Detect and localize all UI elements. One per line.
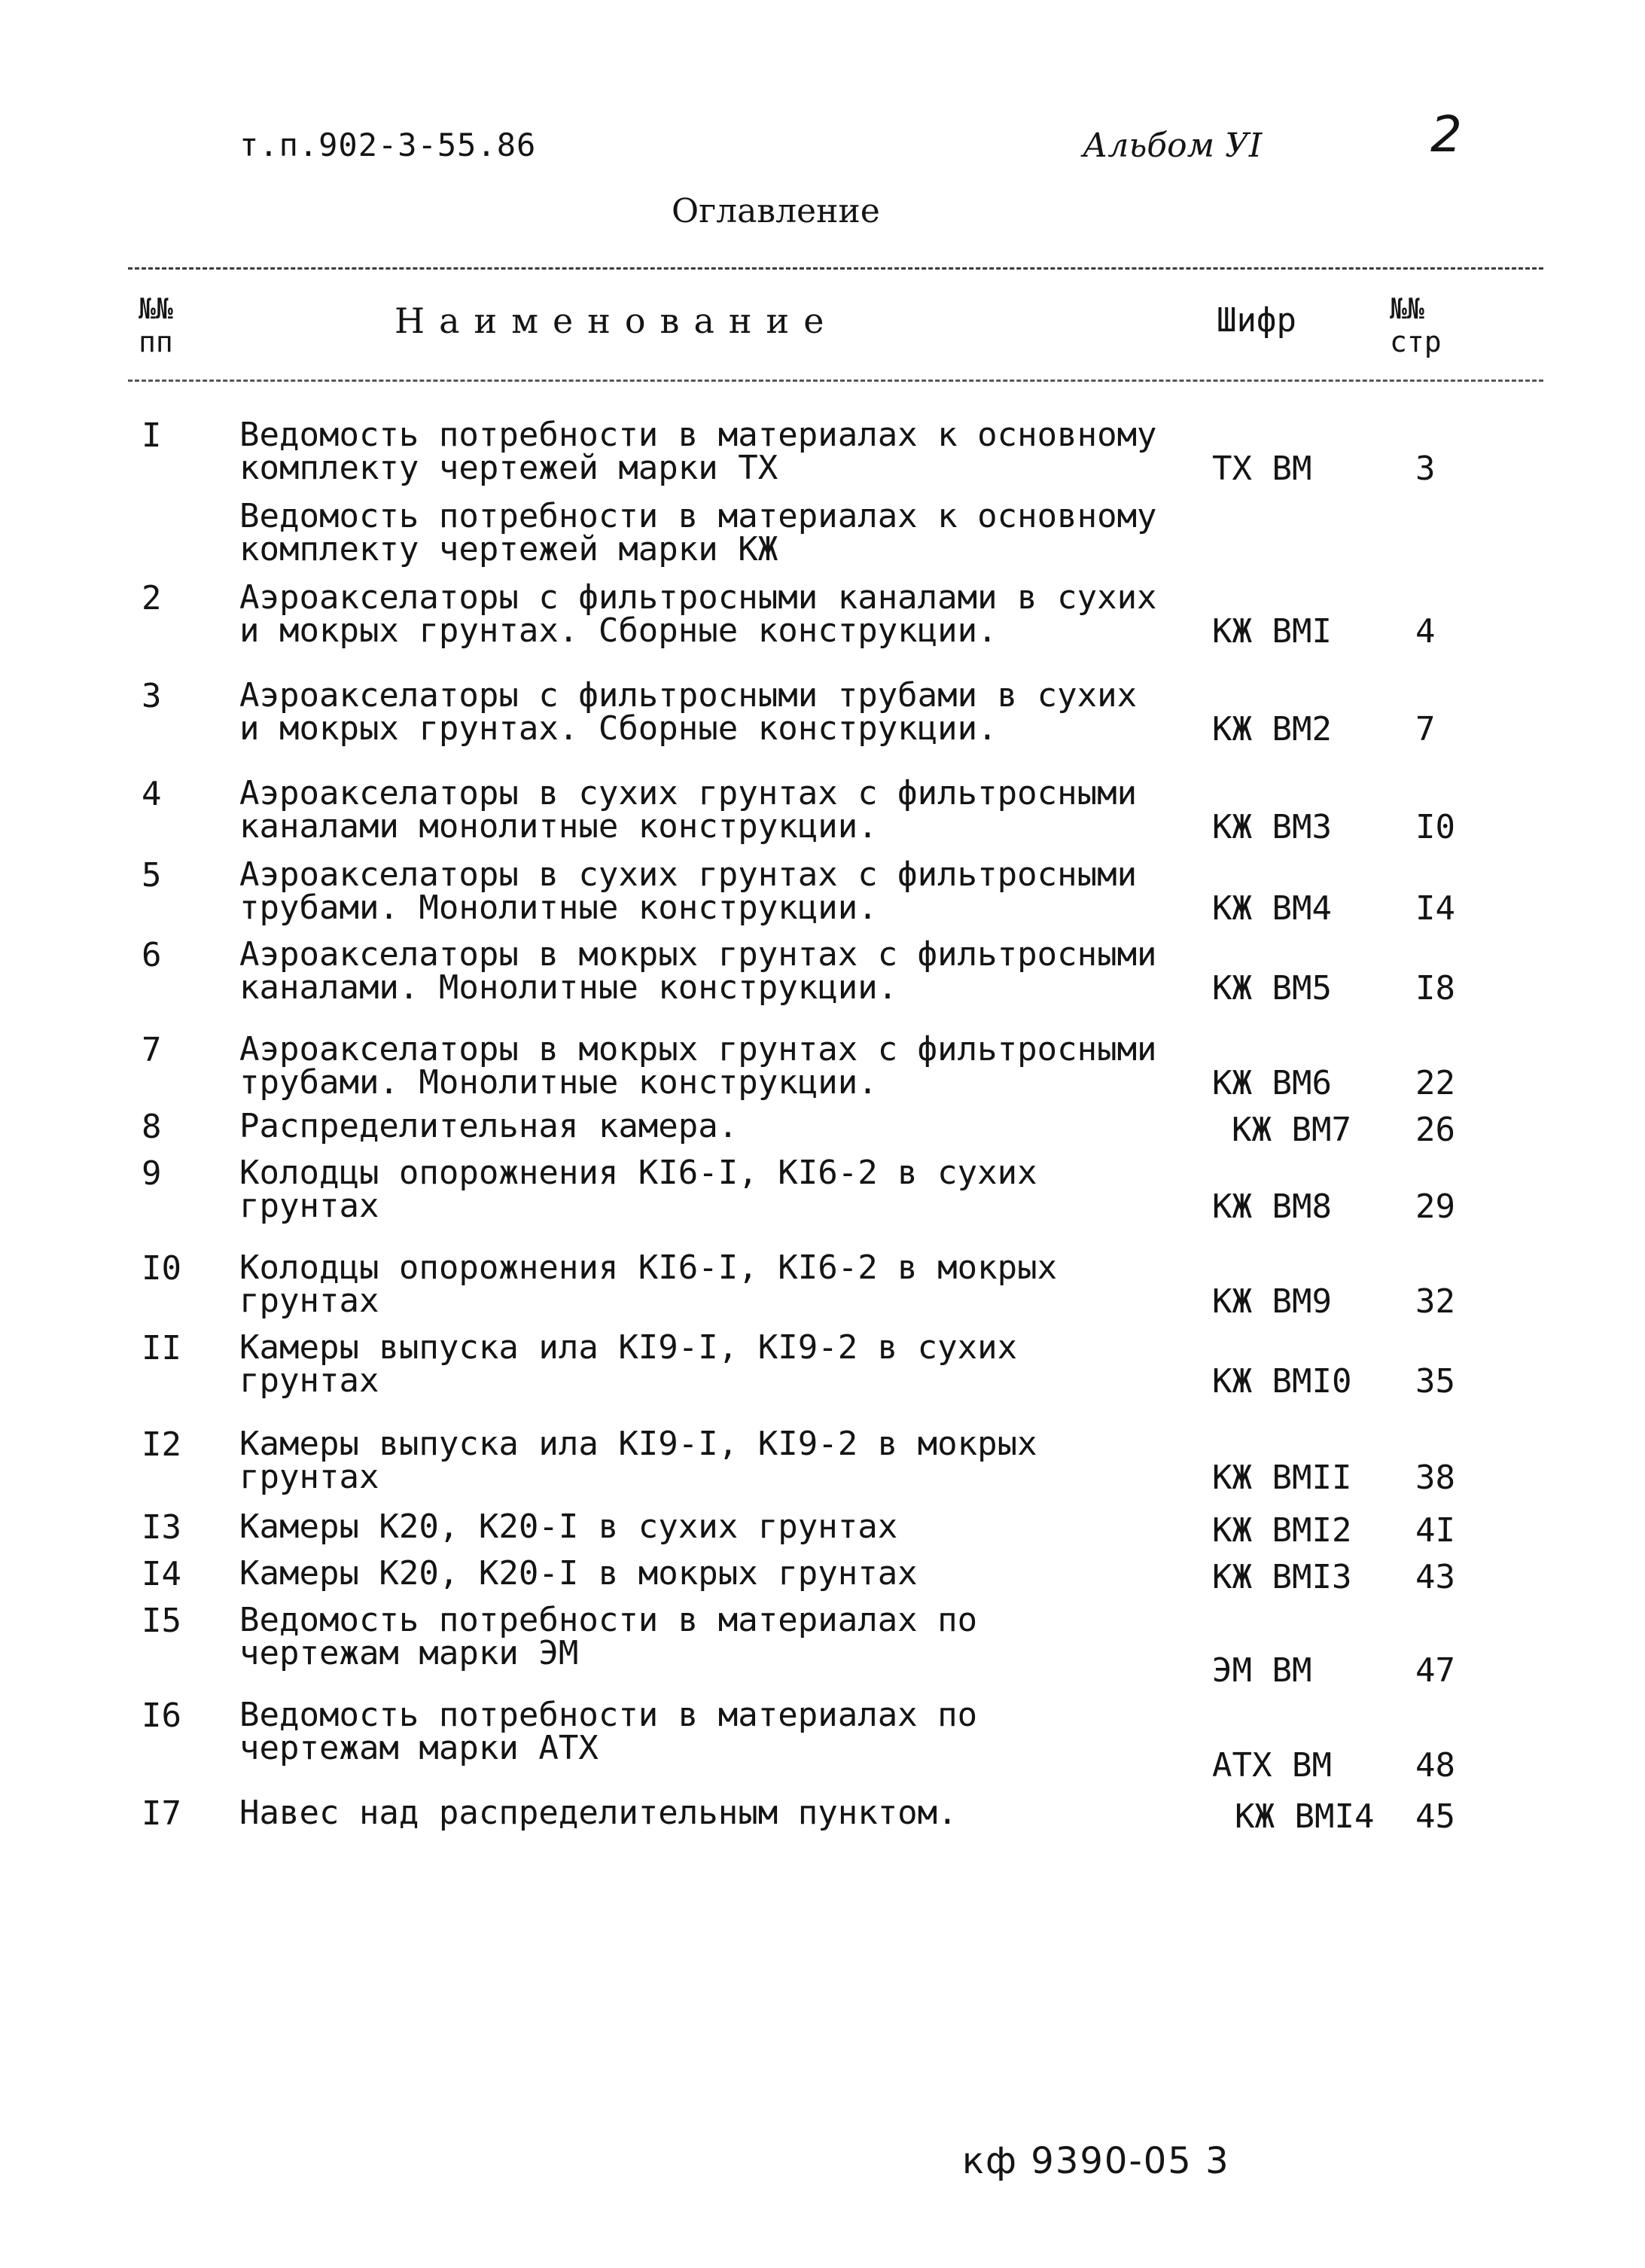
row-page: 48 <box>1415 1746 1455 1785</box>
header-divider <box>128 380 1543 382</box>
row-name: Аэроакселаторы с фильтросными трубами в сухих и мокрых грунтах. Сборные конструкции. <box>239 676 1138 748</box>
row-number: 2 <box>142 579 162 617</box>
row-page: 32 <box>1415 1282 1455 1321</box>
row-name: Аэроакселаторы в мокрых грунтах с фильтросными каналами. Монолитные конструкции. <box>239 935 1157 1007</box>
row-name: Аэроакселаторы в мокрых грунтах с фильтросными трубами. Монолитные конструкции. <box>239 1030 1157 1102</box>
row-name: Колодцы опорожнения КI6-I, КI6-2 в сухих грунтах <box>239 1154 1037 1225</box>
row-page: 7 <box>1415 710 1436 748</box>
column-header-code: Шифр <box>1217 301 1296 340</box>
footer-code: кф 9390-05 3 <box>962 2140 1230 2182</box>
row-code: КЖ ВМ5 <box>1212 969 1332 1007</box>
document-code: т.п.902-3-55.86 <box>239 127 537 163</box>
row-code: КЖ ВМII <box>1212 1459 1352 1497</box>
row-code: КЖ ВМ9 <box>1212 1282 1332 1321</box>
page-number: 2 <box>1430 105 1462 163</box>
row-name: Камеры К20, К20-I в сухих грунтах <box>239 1507 898 1546</box>
row-number: 7 <box>142 1031 162 1069</box>
top-divider <box>128 267 1543 270</box>
row-code: ТХ ВМ <box>1212 450 1312 488</box>
row-page: 4I <box>1415 1511 1455 1550</box>
row-name: Колодцы опорожнения КI6-I, КI6-2 в мокрых грунтах <box>239 1248 1058 1320</box>
row-name: Камеры К20, К20-I в мокрых грунтах <box>239 1554 918 1593</box>
row-code: КЖ ВМ2 <box>1212 710 1332 748</box>
row-page: I8 <box>1415 969 1455 1007</box>
row-number: I7 <box>142 1794 181 1833</box>
row-page: 4 <box>1415 612 1436 651</box>
row-code: КЖ ВМI3 <box>1212 1558 1352 1596</box>
row-name: Аэроакселаторы с фильтросными каналами в сухих и мокрых грунтах. Сборные конструкции. <box>239 578 1157 650</box>
row-page: 29 <box>1415 1187 1455 1226</box>
row-code: АТХ ВМ <box>1212 1746 1332 1785</box>
row-page: 47 <box>1415 1651 1455 1690</box>
column-header-number: №№ пп <box>139 292 173 358</box>
row-code: КЖ ВМI0 <box>1212 1362 1352 1401</box>
row-page: 38 <box>1415 1459 1455 1497</box>
row-name: Ведомость потребности в материалах к основному комплекту чертежей марки ТХ <box>239 416 1157 487</box>
row-number: I <box>142 416 162 455</box>
album-label: Альбом УI <box>1083 127 1263 165</box>
row-name: Ведомость потребности в материалах по чертежам марки АТХ <box>239 1696 978 1767</box>
row-page: 35 <box>1415 1362 1455 1401</box>
row-page: 43 <box>1415 1558 1455 1596</box>
row-number: I5 <box>142 1602 181 1640</box>
row-number: I4 <box>142 1555 181 1593</box>
row-number: I6 <box>142 1696 181 1735</box>
row-code: КЖ ВМI <box>1212 612 1332 651</box>
row-page: I4 <box>1415 889 1455 928</box>
row-name: Навес над распределительным пунктом. <box>239 1794 958 1832</box>
row-number: I2 <box>142 1425 181 1464</box>
row-page: 22 <box>1415 1064 1455 1102</box>
row-code: КЖ ВМI2 <box>1212 1511 1352 1550</box>
row-code: КЖ ВМ4 <box>1212 889 1332 928</box>
row-name: Аэроакселаторы в сухих грунтах с фильтросными каналами монолитные конструкции. <box>239 774 1138 846</box>
row-number: II <box>142 1329 181 1367</box>
row-number: 8 <box>142 1108 162 1146</box>
row-number: 9 <box>142 1154 162 1193</box>
row-number: 5 <box>142 856 162 895</box>
row-page: I0 <box>1415 808 1455 846</box>
row-code: ЭМ ВМ <box>1212 1651 1312 1690</box>
row-name: Камеры выпуска ила КI9-I, КI9-2 в сухих грунтах <box>239 1328 1018 1400</box>
row-code: КЖ ВМ7 <box>1232 1111 1351 1149</box>
row-code: КЖ ВМ8 <box>1212 1187 1332 1226</box>
row-code: КЖ ВМI4 <box>1235 1797 1375 1836</box>
row-name: Распределительная камера. <box>239 1107 739 1145</box>
row-code: КЖ ВМ6 <box>1212 1064 1332 1102</box>
row-name: Аэроакселаторы в сухих грунтах с фильтросными трубами. Монолитные конструкции. <box>239 855 1138 927</box>
row-code: КЖ ВМ3 <box>1212 808 1332 846</box>
row-number: I0 <box>142 1249 181 1288</box>
row-page: 45 <box>1415 1797 1455 1836</box>
row-page: 3 <box>1415 450 1436 488</box>
toc-title: Оглавление <box>672 192 880 230</box>
row-name: Камеры выпуска ила КI9-I, КI9-2 в мокрых грунтах <box>239 1425 1037 1496</box>
column-header-name: Наименование <box>394 300 839 341</box>
row-name: Ведомость потребности в материалах к основному комплекту чертежей марки КЖ <box>239 497 1157 569</box>
row-number: I3 <box>142 1508 181 1547</box>
column-header-page: №№ стр <box>1390 292 1442 358</box>
row-page: 26 <box>1415 1111 1455 1149</box>
row-name: Ведомость потребности в материалах по чертежам марки ЭМ <box>239 1601 978 1672</box>
row-number: 6 <box>142 936 162 974</box>
row-number: 3 <box>142 677 162 715</box>
row-number: 4 <box>142 775 162 813</box>
